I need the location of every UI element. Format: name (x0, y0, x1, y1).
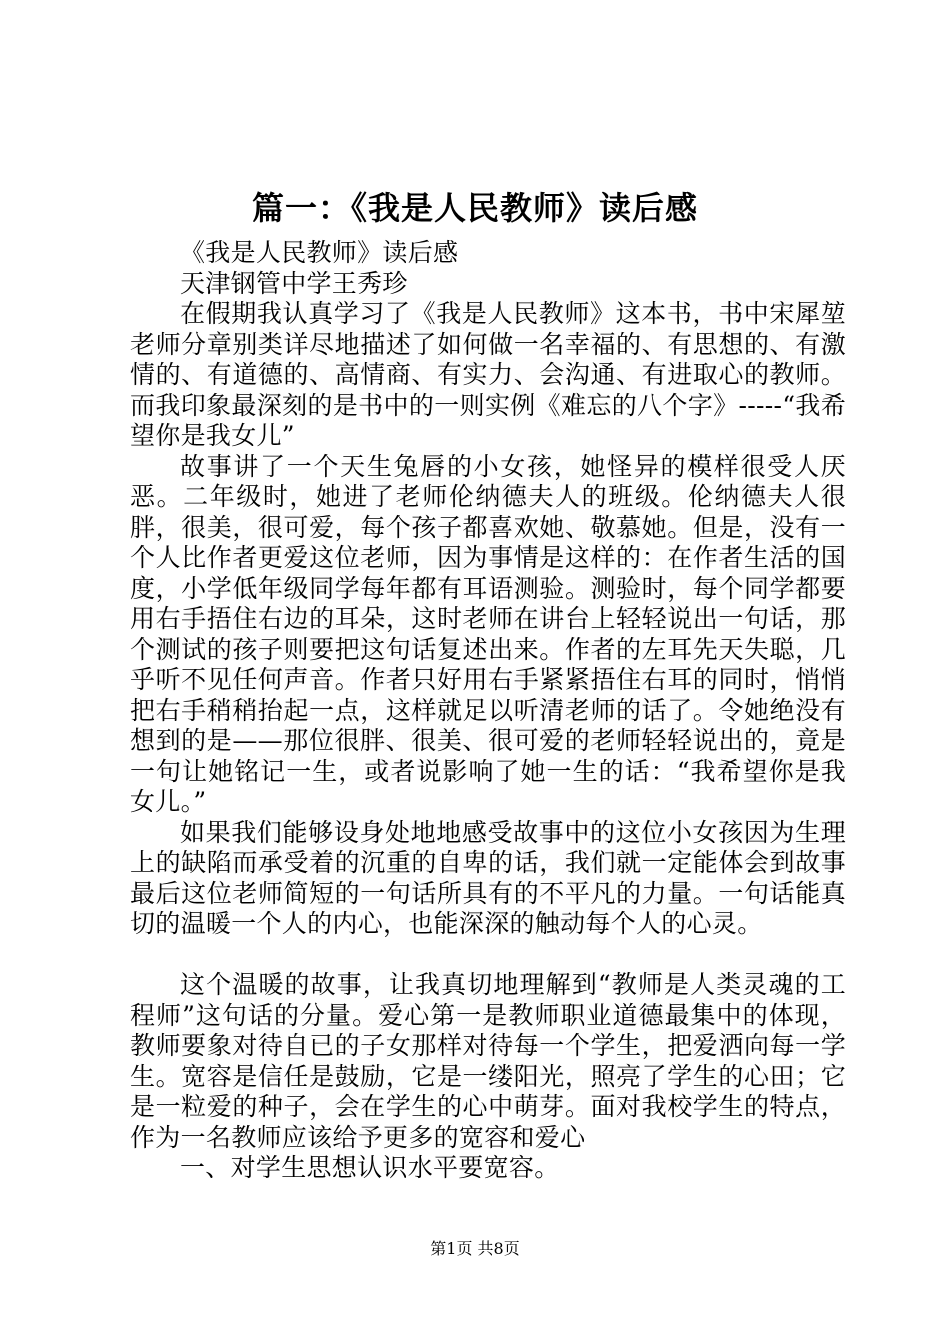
paragraph-understanding: 这个温暖的故事，让我真切地理解到“教师是人类灵魂的工程师”这句话的分量。爱心第一是教师职业道德最集中的体现，教师要象对待自已的子女那样对待每一个学生，把爱洒向每一学生。宽容是信任是鼓励，它是一缕阳光，照亮了学生的心田；它是一粒爱的种子，会在学生的心中萌芽。面对我校学生的特点，作为一名教师应该给予更多的宽容和爱心 (130, 970, 846, 1152)
paragraph-author: 天津钢管中学王秀珍 (180, 268, 408, 298)
document-title: 篇一：《我是人民教师》读后感 (251, 189, 698, 227)
paragraph-intro: 在假期我认真学习了《我是人民教师》这本书，书中宋犀堃老师分章别类详尽地描述了如何做一名幸福的、有思想的、有激情的、有道德的、高情商、有实力、会沟通、有进取心的教师。而我印象最深刻的是书中的一则实例《难忘的八个字》-----“我希望你是我女儿” (130, 299, 846, 450)
paragraph-subtitle: 《我是人民教师》读后感 (180, 238, 459, 267)
paragraph-reflection: 如果我们能够设身处地地感受故事中的这位小女孩因为生理上的缺陷而承受着的沉重的自卑的话，我们就一定能体会到故事最后这位老师简短的一句话所具有的不平凡的力量。一句话能真切的温暖一个人的内心，也能深深的触动每个人的心灵。 (130, 817, 846, 938)
page-number-footer: 第1页 共8页 (430, 1239, 520, 1258)
paragraph-point-one: 一、对学生思想认识水平要宽容。 (180, 1153, 560, 1182)
paragraph-story: 故事讲了一个天生兔唇的小女孩，她怪异的模样很受人厌恶。二年级时，她进了老师伦纳德夫人的班级。伦纳德夫人很胖，很美，很可爱，每个孩子都喜欢她、敬慕她。但是，没有一个人比作者更爱这位老师，因为事情是这样的：在作者生活的国度，小学低年级同学每年都有耳语测验。测验时，每个同学都要用右手捂住右边的耳朵，这时老师在讲台上轻轻说出一句话，那个测试的孩子则要把这句话复述出来。作者的左耳先天失聪，几乎听不见任何声音。作者只好用右手紧紧捂住右耳的同时，悄悄把右手稍稍抬起一点，这样就足以听清老师的话了。令她绝没有想到的是——那位很胖、很美、很可爱的老师轻轻说出的，竟是一句让她铭记一生，或者说影响了她一生的话：“我希望你是我女儿。” (130, 451, 846, 816)
document-body (130, 238, 846, 1184)
